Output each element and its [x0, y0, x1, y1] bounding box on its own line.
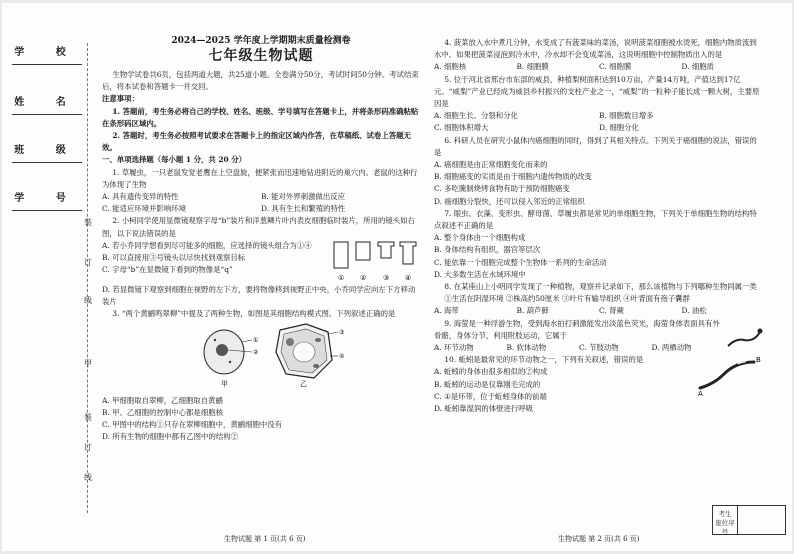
binding-mark: 装: [84, 413, 92, 422]
question-10-stem: 10. 蚯蚓是最常见的环节动物之一，下列有关叙述，错误的是: [444, 355, 644, 365]
option: B. 软体动物: [506, 343, 547, 353]
lens-label: ①: [338, 273, 345, 282]
question-8-facts: ①生活在阴湿环境 ②株高约50厘米 ③叶片有输导组织 ④叶背面有孢子囊群: [444, 294, 690, 304]
school-field[interactable]: 学 校: [12, 43, 82, 65]
notice-title: 注意事项：: [102, 94, 139, 104]
option: C. 肾蕨: [599, 306, 624, 316]
question-8-options: [434, 305, 764, 317]
binding-mark: 线: [84, 473, 92, 482]
option: B. 甲、乙细胞的控制中心都是细胞核: [102, 407, 223, 417]
cell-label: ①: [253, 337, 259, 345]
question-8-stem: 8. 在某座山上小明同学发现了一种植物，观察并记录如下，那么该植物与下列哪种生物同属一类: [444, 282, 757, 292]
option: A. 细胞核: [434, 62, 467, 72]
option: A. 细胞生长、分裂和分化: [434, 111, 518, 121]
subject-title: 七年级生物试题: [208, 48, 314, 64]
option: D. 癌细胞分裂快，还可以侵入邻近的正常组织: [434, 196, 585, 206]
binding-mark: 装: [84, 218, 92, 227]
cell-caption: 甲: [221, 380, 228, 389]
question-9-stem: 9. 海萤是一种浮游生物，受到海水拍打刺激能发出淡蓝色荧光，海萤身体表面具有外骨骼，身体分节，利用附肢运动，它属于: [434, 318, 720, 340]
question-4-options: [434, 61, 764, 73]
question-9-options: [434, 342, 724, 354]
question-9-body: [434, 318, 764, 355]
question-4-stem: 4. 菠菜放入水中煮几分钟，水变成了有菠菜味的菜汤，说明菠菜细胞被水烫死，细胞内物质流到水中。如果把菠菜浸泡到冷水中，冷水却不会变成菜汤，这说明细胞中控制物质出入的是: [434, 38, 757, 60]
option: C. 多吃腌制烧烤食物有助于预防细胞癌变: [434, 184, 570, 194]
option: B. 能对外界刺激做出反应: [261, 192, 346, 202]
binding-mark: 订: [84, 443, 92, 452]
option: C. 细胞体积增大: [434, 123, 489, 133]
question-5-options: [434, 110, 764, 134]
cell-label: ③: [339, 329, 345, 337]
option: B. 葫芦藓: [516, 306, 549, 316]
lens-label: ④: [405, 273, 412, 282]
page-footer: 生物试题 第 1 页(共 6 页): [224, 535, 306, 543]
option: B. 身体结构有组织，器官等层次: [434, 245, 541, 255]
cell-figure: [102, 320, 420, 390]
class-field[interactable]: 班 级: [12, 141, 82, 163]
option: B. 细胞膜: [516, 62, 549, 72]
option: A. 具有遗传变异的特性: [102, 192, 179, 202]
notice-item: 1. 答题前，考生务必将自己的学校、姓名、班级、学号填写在答题卡上，并将条形码准确粘贴在条形码区域内。: [102, 106, 419, 128]
question-10-body: [434, 354, 764, 415]
lens-figure: [330, 240, 420, 284]
right-column: [434, 37, 764, 415]
option: A. 若小乔同学想看到尽可能多的细胞，应选择的镜头组合为①④: [102, 240, 312, 250]
option: C. 甲图中的结构①只存在翠柳细胞中，黄鹂细胞中没有: [102, 420, 283, 430]
option: B. 可以直接用③号镜头以尽快找到观察目标: [102, 253, 246, 263]
cell-caption: 乙: [300, 380, 307, 389]
option: A. 环节动物: [434, 343, 474, 353]
question-2-body: [102, 240, 420, 284]
option: A. 癌细胞是由正常细胞变化而来的: [434, 160, 548, 170]
worm-label: A: [698, 390, 703, 397]
option: A. 整个身体由一个细胞构成: [434, 233, 526, 243]
option: D. 大多数生活在水域环境中: [434, 269, 526, 279]
option: C. 能适应环境并影响环境: [102, 204, 186, 214]
earthworm-figure: [694, 354, 764, 396]
exam-intro: 生物学试卷共6页，包括两道大题，共25道小题。全卷满分50分，考试时间50分钟。考试结束后，将本试卷和答题卡一并交回。: [102, 70, 419, 92]
option: C. 细胞膜: [599, 62, 632, 72]
page-footer: 生物试题 第 2 页(共 6 页): [558, 535, 640, 543]
binding-mark: 订: [84, 258, 92, 267]
left-column: [102, 69, 420, 443]
lens-label: ③: [383, 273, 390, 282]
lens-label: ②: [360, 273, 367, 282]
binding-mark: 线: [84, 296, 92, 305]
option: A. 海带: [434, 306, 459, 316]
option: C. 节肢动物: [579, 343, 619, 353]
question-2-stem: 2. 小柯同学使用显微镜观察字母“b”装片和洋葱鳞片叶内表皮细胞临时装片，所用的镜头如右图，以下说法错误的是: [102, 216, 415, 238]
option: C. ①是环带，位于蚯蚓身体的前端: [434, 391, 547, 401]
option: D. 蚯蚓靠湿润的体壁进行呼吸: [434, 404, 534, 414]
worm-label: B: [756, 356, 761, 365]
section-heading: 一、单项选择题（每小题 1 分，共 20 分）: [102, 155, 246, 165]
binding-strip: [2, 3, 94, 551]
option: D. 所有生物的细胞中都有乙图中的结构②: [102, 432, 239, 442]
cell-label: ④: [339, 353, 345, 361]
exam-page: [2, 3, 792, 551]
option: B. 细胞数目增多: [599, 111, 654, 121]
notice-item: 2. 答题时，考生务必按照考试要求在答题卡上的指定区域内作答，在草稿纸、试卷上答题无效。: [102, 131, 411, 153]
seat-number-box[interactable]: [712, 505, 786, 535]
name-field[interactable]: 姓 名: [12, 93, 82, 115]
option: D. 两栖动物: [651, 343, 692, 353]
option: C. 能依靠一个细胞完成整个生物体一系列的生命活动: [434, 257, 607, 267]
option: D. 若显微镜下观察到细胞在视野的左下方，要将物像移到视野正中央，小乔同学应向左下方移动装片: [102, 284, 416, 307]
option: C. 字母“b”在显微镜下看到的物像是“q”: [102, 265, 233, 275]
binding-mark: 甲: [84, 359, 92, 368]
option: D. 具有生长和繁殖的特性: [261, 204, 346, 214]
question-1-stem: 1. 草履虫，一只老鼠发觉老鹰在上空盘旋，便紧张而迅速地钻进附近的巢穴内。老鼠的这种行为体现了生物: [102, 167, 418, 189]
exam-title: 2024—2025 学年度上学期期末质量检测卷: [171, 36, 351, 46]
option: D. 油松: [681, 306, 707, 316]
student-number-field[interactable]: 学 号: [12, 189, 82, 211]
seafirefly-figure: [724, 318, 764, 354]
question-5-stem: 5. 位于河北省邢台市东部的威县，种植梨树面积达到10万亩，产量14万吨，产值达到17亿元。“威梨”产业已经成为威县乡村振兴的支柱产业之一，“威梨”的一粒种子能长成一颗大树，主要原因是: [434, 74, 760, 109]
option: A. 蚯蚓的身体由很多相似的②构成: [434, 367, 548, 377]
question-6-stem: 6. 科研人员在研究小鼠体内癌细胞的同时，得到了其相关特点。下列关于癌细胞的说法，错误的是: [434, 135, 757, 157]
question-1-options: [102, 191, 420, 215]
option: D. 细胞质: [681, 62, 715, 72]
question-3-stem: 3. “两个黄鹂鸣翠柳”中提及了两种生物，如图是其细胞结构模式图。下列叙述正确的是: [112, 309, 396, 319]
cell-label: ②: [253, 349, 259, 357]
option: A. 甲细胞取自翠柳，乙细胞取自黄鹂: [102, 395, 223, 405]
option: B. 细胞癌变的实质是由于细胞内遗传物质的改变: [434, 172, 592, 182]
seat-number-label: 考生 座位序号: [713, 506, 738, 534]
option: D. 细胞分化: [599, 123, 639, 133]
option: B. 蚯蚓的运动是仅靠刚毛完成的: [434, 379, 541, 389]
question-7-stem: 7. 眼虫、衣藻、变形虫、酵母菌、草履虫都是常见的单细胞生物，下列关于单细胞生物的结构特点叙述不正确的是: [434, 208, 757, 231]
